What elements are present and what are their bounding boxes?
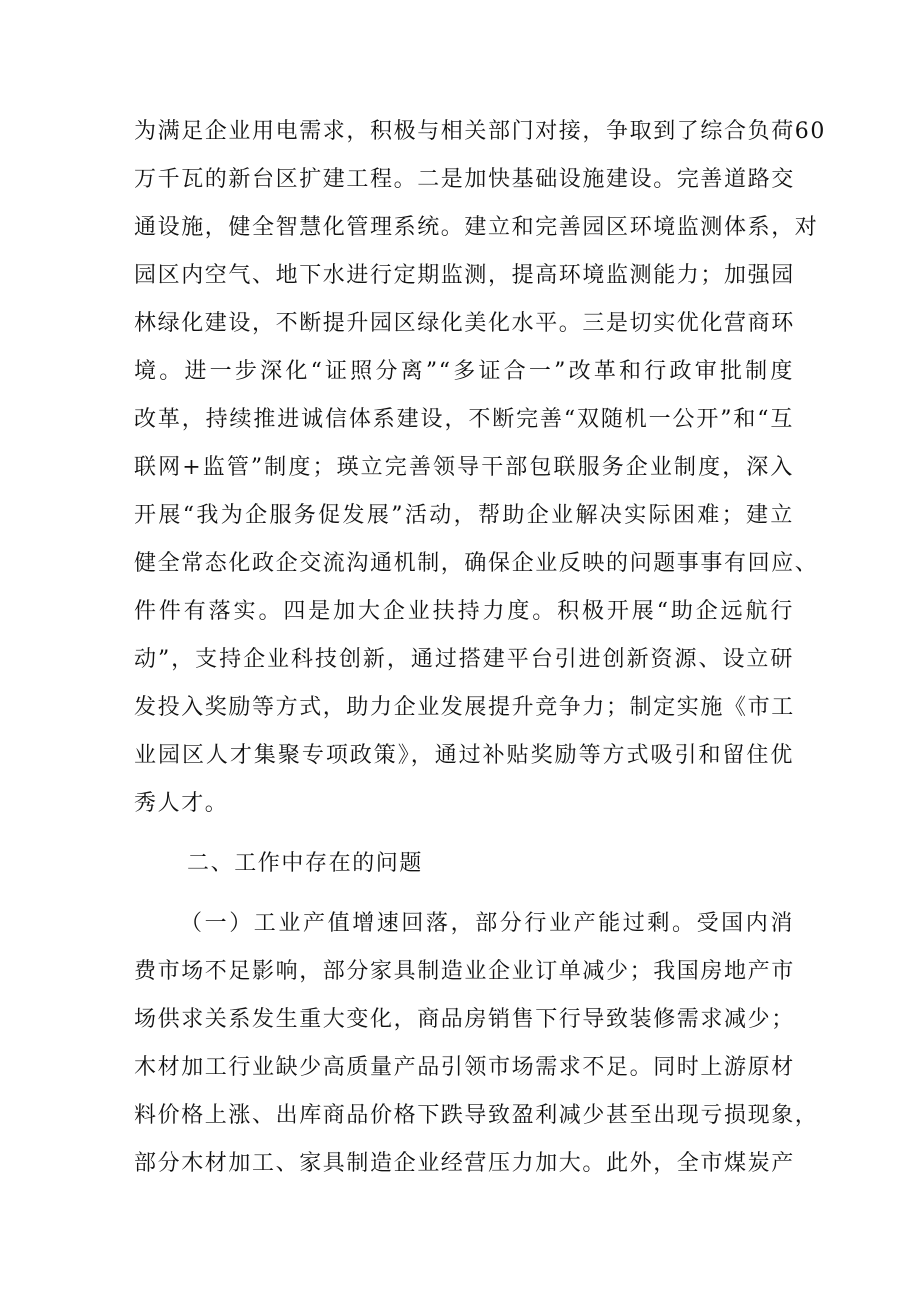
paragraph-line: 开展“我为企服务促发展”活动，帮助企业解决实际困难；建立 bbox=[134, 503, 794, 528]
paragraph-line: 发投入奖励等方式，助力企业发展提升竞争力；制定实施《市工 bbox=[134, 695, 795, 720]
paragraph-line: 业园区人才集聚专项政策》，通过补贴奖励等方式吸引和留住优 bbox=[134, 743, 794, 768]
paragraph-line: 林绿化建设，不断提升园区绿化美化水平。三是切实优化营商环 bbox=[134, 311, 795, 336]
paragraph-line: 件件有落实。四是加大企业扶持力度。积极开展“助企远航行 bbox=[134, 599, 794, 624]
paragraph-line: 改革，持续推进诚信体系建设，不断完善“双随机一公开”和“互 bbox=[134, 407, 794, 432]
section-heading: 二、工作中存在的问题 bbox=[187, 851, 424, 876]
paragraph-line: 万千瓦的新台区扩建工程。二是加快基础设施建设。完善道路交 bbox=[134, 167, 795, 192]
paragraph-line: 料价格上涨、出库商品价格下跌导致盈利减少甚至出现亏损现象， bbox=[134, 1103, 819, 1128]
paragraph-line: 木材加工行业缺少高质量产品引领市场需求不足。同时上游原材 bbox=[134, 1055, 795, 1080]
paragraph-line: 场供求关系发生重大变化，商品房销售下行导致装修需求减少； bbox=[134, 1007, 795, 1032]
paragraph-line: 联网+监管”制度；瑛立完善领导干部包联服务企业制度，深入 bbox=[134, 455, 794, 480]
paragraph-line: 为满足企业用电需求，积极与相关部门对接，争取到了综合负荷60 bbox=[134, 119, 826, 144]
paragraph-line: 动”，支持企业科技创新，通过搭建平台引进创新资源、设立研 bbox=[134, 647, 794, 672]
paragraph-line: 健全常态化政企交流沟通机制，确保企业反映的问题事事有回应、 bbox=[134, 551, 819, 576]
paragraph-line: （一）工业产值增速回落，部分行业产能过剩。受国内消 bbox=[180, 911, 794, 936]
paragraph-line: 境。进一步深化“证照分离”“多证合一”改革和行政审批制度 bbox=[134, 359, 794, 384]
paragraph-line: 费市场不足影响，部分家具制造业企业订单减少；我国房地产市 bbox=[134, 959, 795, 984]
paragraph-line: 园区内空气、地下水进行定期监测，提高环境监测能力；加强园 bbox=[134, 263, 795, 288]
paragraph-line: 通设施，健全智慧化管理系统。建立和完善园区环境监测体系，对 bbox=[134, 215, 819, 240]
paragraph-line: 部分木材加工、家具制造企业经营压力加大。此外，全市煤炭产 bbox=[134, 1151, 795, 1176]
paragraph-line-last: 秀人才。 bbox=[134, 791, 229, 816]
